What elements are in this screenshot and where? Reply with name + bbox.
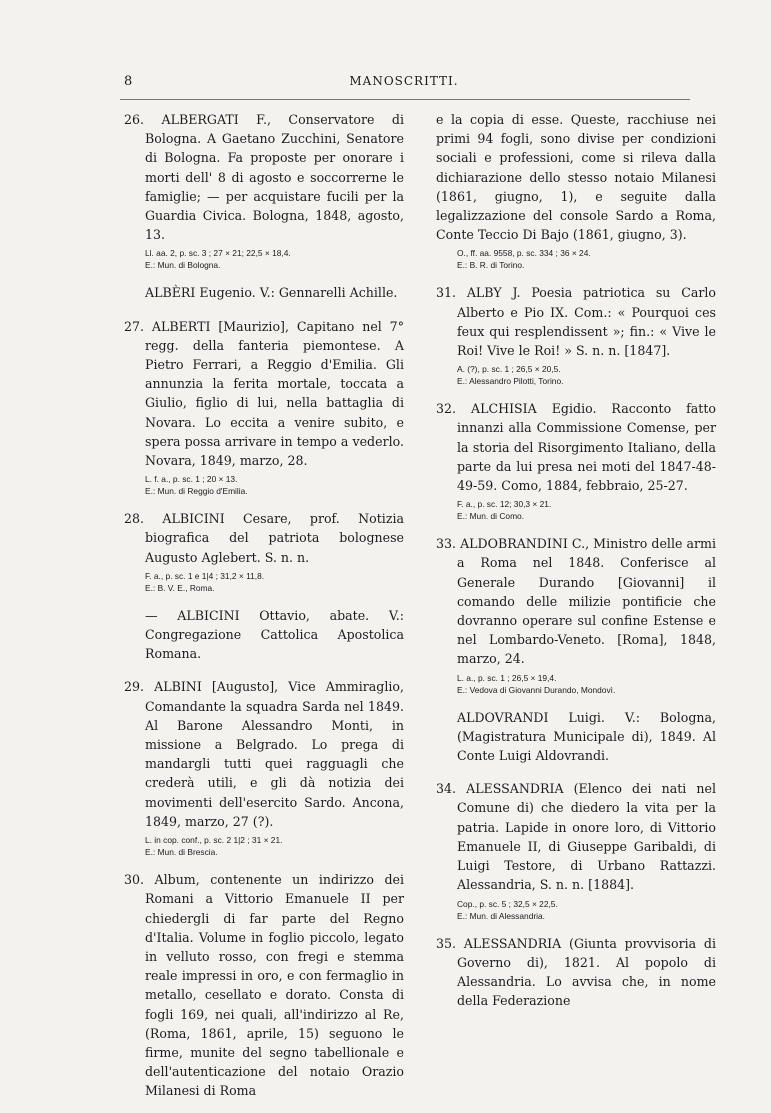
meta-line: Ll. aa. 2, p. sc. 3 ; 27 × 21; 22,5 × 18,4.: [145, 248, 291, 259]
entry-33: [436, 534, 716, 695]
entry-text: 29. ALBINI [Augusto], Vice Ammiraglio, Comandante la squadra Sarda nel 1849. Al Barone Alessandro Monti, in missione a Belgrado. Lo prega di mandargli tutti quei ragguagli che crederà utili, e gli dà notizia dei movimenti dell'esercito Sardo. Ancona, 1849, marzo, 27 (?).: [124, 679, 404, 829]
meta-line: L. in cop. conf., p. sc. 2 1|2 ; 31 × 21.: [145, 835, 283, 846]
meta-line: E.: B. V. E., Roma.: [145, 582, 215, 593]
entry-30: [124, 870, 404, 1100]
entry-text: 35. ALESSANDRIA (Giunta provvisoria di Governo di), 1821. Al popolo di Alessandria. Lo avvisa che, in nome della Federazione: [436, 935, 716, 1009]
meta-line: A. (?), p. sc. 1 ; 26,5 × 20,5.: [457, 364, 561, 375]
entry-31: [436, 283, 716, 387]
meta-line: E.: Vedova di Giovanni Durando, Mondovì.: [457, 684, 616, 695]
entry-text: 33. ALDOBRANDINI C., Ministro delle armi a Roma nel 1848. Conferisce al Generale Durando [Giovanni] il comando delle milizie pontificie che dovranno operare sul confine Estense e nel Lombardo-Veneto. [Roma], 1848, marzo, 24.: [436, 536, 716, 667]
entry-30-continued: [436, 110, 716, 271]
entry-meta: [124, 247, 404, 271]
entry-meta: [124, 834, 404, 858]
page-number: 8: [124, 74, 133, 89]
meta-line: L. f. a., p. sc. 1 ; 20 × 13.: [145, 474, 238, 485]
meta-line: E.: Mun. di Bologna.: [145, 260, 221, 271]
entry-meta: [436, 898, 716, 922]
running-title: MANOSCRITTI.: [349, 74, 459, 88]
meta-line: E.: B. R. di Torino.: [457, 260, 525, 271]
entry-34: [436, 779, 716, 921]
entry-29: [124, 677, 404, 858]
header-rule: [120, 99, 690, 100]
entry-meta: [124, 570, 404, 594]
meta-line: E.: Mun. di Alessandria.: [457, 910, 545, 921]
meta-line: F. a., p. sc. 1 e 1|4 ; 31,2 × 11,8.: [145, 570, 265, 581]
entry-text: 34. ALESSANDRIA (Elenco dei nati nel Comune di) che diedero la vita per la patria. Lapide in onore loro, di Vittorio Emanuele II, di Giuseppe Garibaldi, di Luigi Testore, di Urbano Rattazzi. Alessandria, S. n. n. [1884].: [436, 781, 716, 893]
meta-line: E.: Mun. di Brescia.: [145, 847, 218, 858]
meta-line: O., ff. aa. 9558, p. sc. 334 ; 36 × 24.: [457, 248, 591, 259]
entry-meta: [124, 473, 404, 497]
entry-meta: [436, 498, 716, 522]
meta-line: F. a., p. sc. 12; 30,3 × 21.: [457, 499, 552, 510]
cross-reference: ALBÈRI Eugenio. V.: Gennarelli Achille.: [145, 285, 398, 301]
entry-text: 31. ALBY J. Poesia patriotica su Carlo Alberto e Pio IX. Com.: « Pourquoi ces feux qui resplendissent »; fin.: « Vive le Roi! Vive le Roi! » S. n. n. [1847].: [436, 285, 716, 359]
entry-28: [124, 509, 404, 594]
entry-text: e la copia di esse. Queste, racchiuse nei primi 94 fogli, sono divise per condizioni sociali e professioni, come si rileva dalla dichiarazione dello stesso notaio Milanesi (1861, giugno, 1), e seguite dalla legalizzazione del console Sardo a Roma, Conte Teccio Di Bajo (1861, giugno, 3).: [436, 112, 716, 243]
meta-line: Cop., p. sc. 5 ; 32,5 × 22,5.: [457, 898, 558, 909]
entry-text: 26. ALBERGATI F., Conservatore di Bologna. A Gaetano Zucchini, Senatore di Bologna. Fa proposte per onorare i morti dell' 8 di agosto e soccorrerne le famiglie; — per acquistare fucili per la Guardia Civica. Bologna, 1848, agosto, 13.: [124, 112, 404, 243]
meta-line: E.: Mun. di Como.: [457, 511, 525, 522]
entry-32: [436, 399, 716, 522]
meta-line: E.: Alessandro Pilotti, Torino.: [457, 376, 564, 387]
cross-reference: — ALBICINI Ottavio, abate. V.: Congregazione Cattolica Apostolica Romana.: [145, 607, 404, 662]
entry-text: 28. ALBICINI Cesare, prof. Notizia biografica del patriota bolognese Augusto Aglebert. S. n. n.: [124, 511, 404, 565]
entry-26: [124, 110, 404, 271]
cross-reference: ALDOVRANDI Luigi. V.: Bologna, (Magistratura Municipale di), 1849. Al Conte Luigi Aldovrandi.: [457, 709, 716, 764]
entry-text: 27. ALBERTI [Maurizio], Capitano nel 7° regg. della fanteria piemontese. A Pietro Ferrari, a Reggio d'Emilia. Gli annunzia la ferita mortale, toccata a Giulio, figlio di lui, nella battaglia di Novara. Lo eccita a venire subito, e spera possa arrivare in tempo a vederlo. Novara, 1849, marzo, 28.: [124, 318, 404, 469]
entry-text: 30. Album, contenente un indirizzo dei Romani a Vittorio Emanuele II per chiedergli di far parte del Regno d'Italia. Volume in foglio piccolo, legato in velluto rosso, con fregi e stemma reale impressi in oro, e con fermaglio in metallo, cesellato e dorato. Consta di fogli 169, nei quali, all'indirizzo al Re, (Roma, 1861, aprile, 15) seguono le firme, munite del segno tabellionale e dell'autenticazione del notaio Orazio Milanesi di Roma: [124, 872, 404, 1099]
meta-line: L. a., p. sc. 1 ; 26,5 × 19,4.: [457, 672, 557, 683]
entry-meta: [436, 247, 716, 271]
entry-35: [436, 934, 716, 1011]
entry-27: [124, 317, 404, 498]
entry-text: 32. ALCHISIA Egidio. Racconto fatto innanzi alla Commissione Comense, per la storia del Risorgimento Italiano, della parte da lui presa nei moti del 1847-48-49-59. Como, 1884, febbraio, 25-27.: [436, 401, 716, 494]
meta-line: E.: Mun. di Reggio d'Emilia.: [145, 486, 248, 497]
entry-meta: [436, 363, 716, 387]
page-header: [120, 74, 688, 94]
left-column: [124, 110, 404, 1113]
right-column: [436, 110, 716, 1022]
entry-meta: [436, 672, 716, 696]
